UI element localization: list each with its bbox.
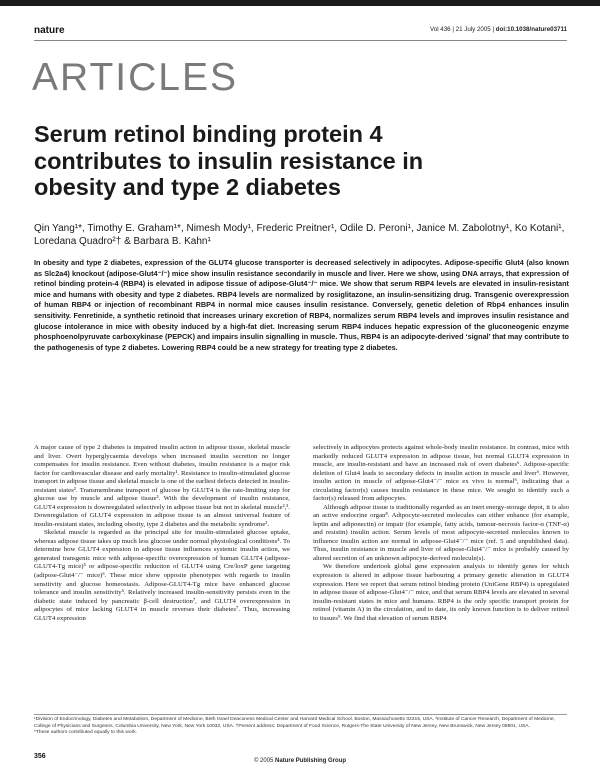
citation (430, 26, 567, 33)
body-paragraph: Skeletal muscle is regarded as the principal site for insulin-stimulated glucose uptake, whereas adipose tissue takes up much less glucose under normal physiological conditions⁴. To determine how GLUT4 expression in adipose tissue influences systemic insulin action, we generated transgenic mice with adipose-specific overexpression of human GLUT4 (adipose-GLUT4-Tg mice)⁵ or adipose-specific reduction of GLUT4 using Cre/loxP gene targeting (adipose-Glut4⁻/⁻ mice)⁶. These mice show opposite phenotypes with regards to insulin sensitivity and glucose homeostasis. Adipose-GLUT4-Tg mice have enhanced glucose tolerance and insulin sensitivity⁵. Relatively increased insulin-sensitivity persists even in the diabetic state induced by pancreatic β-cell destruction⁷, and GLUT4 overexpression in adipocytes of mice lacking GLUT4 in muscle reverses their diabetes⁷. Thus, increasing GLUT4 expression (34, 529, 290, 622)
doi-link[interactable]: doi:10.1038/nature03711 (495, 26, 567, 33)
body-column-left (34, 444, 290, 623)
footnote-rule (34, 714, 567, 715)
copyright-year: © 2005 (253, 758, 276, 764)
title-line: contributes to insulin resistance in (34, 147, 424, 174)
equal-contribution-footnote: *These authors contributed equally to this work. (34, 730, 138, 735)
page-number: 356 (34, 753, 46, 760)
body-paragraph: A major cause of type 2 diabetes is impaired insulin action in adipose tissue, skeletal muscle and liver. Overt hyperglycaemia develops when increased insulin secretion no longer compensates for insulin resistance. Even without diabetes, insulin resistance is a major risk factor for cardiovascular disease and early mortality¹. Resistance to insulin-stimulated glucose transport in adipose tissue and skeletal muscle is one of the earliest defects detected in insulin-resistant states². Transmembrane transport of glucose by GLUT4 is the rate-limiting step for glucose use by muscle and adipose tissue³. With the development of insulin resistance, GLUT4 expression is downregulated selectively in adipose tissue but not in skeletal muscle²,³. Downregulation of GLUT4 expression in adipose tissue is an almost universal feature of insulin-resistant states, including obesity, type 2 diabetes and the metabolic syndrome². (34, 444, 290, 528)
body-paragraph: We therefore undertook global gene expression analysis to identify genes for which expression is altered in adipose tissue harbouring a primary genetic alteration in GLUT4 expression. Here we report that serum retinol binding protein (UniGene RBP4) is upregulated in adipose tissue of adipose-Glut4⁻/⁻ mice, and that serum RBP4 levels are elevated in several insulin-resistant states in mice and humans. RBP4 is the only specific transport protein for retinol (vitamin A) in the circulation, and to date, its only known function is to deliver retinol to tissues⁹. We find that elevation of serum RBP4 (313, 563, 569, 622)
body-paragraph: Although adipose tissue is traditionally regarded as an inert energy-storage depot, it is also an active endocrine organ⁸. Adipocyte-secreted molecules can either enhance (for example, leptin and adiponectin) or impair (for example, fatty acids, tumour-necrosis factor-α (TNF-α) and resistin) insulin action. Serum levels of most adipocyte-secreted molecules known to influence insulin action are normal in adipose-Glut4⁻/⁻ mice (ref. 5 and unpublished data). Thus, insulin resistance in muscle and liver of adipose-Glut4⁻/⁻ mice is probably caused by altered secretion of an unknown adipocyte-derived molecule(s). (313, 503, 569, 562)
article-title (34, 121, 554, 201)
journal-name: nature (34, 25, 65, 36)
header-rule (34, 40, 567, 41)
citation-volume: Vol 436 | 21 July 2005 | (429, 26, 496, 33)
header-bar (0, 0, 600, 6)
abstract: In obesity and type 2 diabetes, expression of the GLUT4 glucose transporter is decreased selectively in adipocytes. Adipose-specific Glut4 (also known as Slc2a4) knockout (adipose-Glut4⁻/⁻) mice show insulin resistance secondarily in muscle and liver. Here we show, using DNA arrays, that expression of retinol binding protein-4 (RBP4) is elevated in adipose tissue of adipose-Glut4⁻/⁻ mice. We show that serum RBP4 levels are elevated in insulin-resistant mice and humans with obesity and type 2 diabetes. RBP4 levels are normalized by rosiglitazone, an insulin-sensitizing drug. Transgenic overexpression of human RBP4 or injection of recombinant RBP4 in normal mice causes insulin resistance. Conversely, genetic deletion of Rbp4 enhances insulin sensitivity. Fenretinide, a synthetic retinoid that increases urinary excretion of RBP4, normalizes serum RBP4 levels and improves insulin resistance and glucose intolerance in mice with obesity induced by a high-fat diet. Increasing serum RBP4 induces hepatic expression of the gluconeogenic enzyme phosphoenolpyruvate carboxykinase (PEPCK) and impairs insulin signalling in muscle. Thus, RBP4 is an adipocyte-derived ‘signal’ that may contribute to the pathogenesis of type 2 diabetes. Lowering RBP4 could be a new strategy for treating type 2 diabetes. (34, 258, 569, 352)
publisher-name: Nature Publishing Group (275, 758, 347, 764)
body-paragraph: selectively in adipocytes protects against whole-body insulin resistance. In contrast, mice with markedly reduced GLUT4 expression in adipose tissue, but normal GLUT4 expression in muscle, are insulin-resistant and have an increased risk of overt diabetes⁶. Adipose-specific deletion of Glut4 leads to secondary defects in insulin action in muscle and liver⁶. However, insulin action in muscle of adipose-Glut4⁻/⁻ mice ex vivo is normal⁶, indicating that a circulating factor(s) causes insulin resistance in these mice. We sought to identify such a factor(s) released from adipocytes. (313, 444, 569, 503)
copyright (0, 758, 600, 764)
affiliations-footnote: ¹Division of Endocrinology, Diabetes and Metabolism, Department of Medicine, Beth Israel Deaconess Medical Center and Harvard Medical School, Boston, Massachusetts 02215, USA. ²Institute of Cancer Research, Department of Medicine, College of Physicians and Surgeons, Columbia University, New York, New York 10032, USA. †Present address: Department of Food Science, Rutgers-The State University of New Jersey, New Brunswick, New Jersey 08901, USA. (34, 717, 556, 729)
title-line: Serum retinol binding protein 4 (34, 121, 383, 147)
title-line: obesity and type 2 diabetes (34, 174, 341, 200)
author-list: Qin Yang¹*, Timothy E. Graham¹*, Nimesh Mody¹, Frederic Preitner¹, Odile D. Peroni¹, Janice M. Zabolotny¹, Ko Kotani¹, Loredana Quadro²† & Barbara B. Kahn¹ (34, 223, 565, 247)
footnotes (34, 717, 567, 737)
body-column-right (313, 444, 569, 623)
section-label: ARTICLES (32, 56, 239, 99)
